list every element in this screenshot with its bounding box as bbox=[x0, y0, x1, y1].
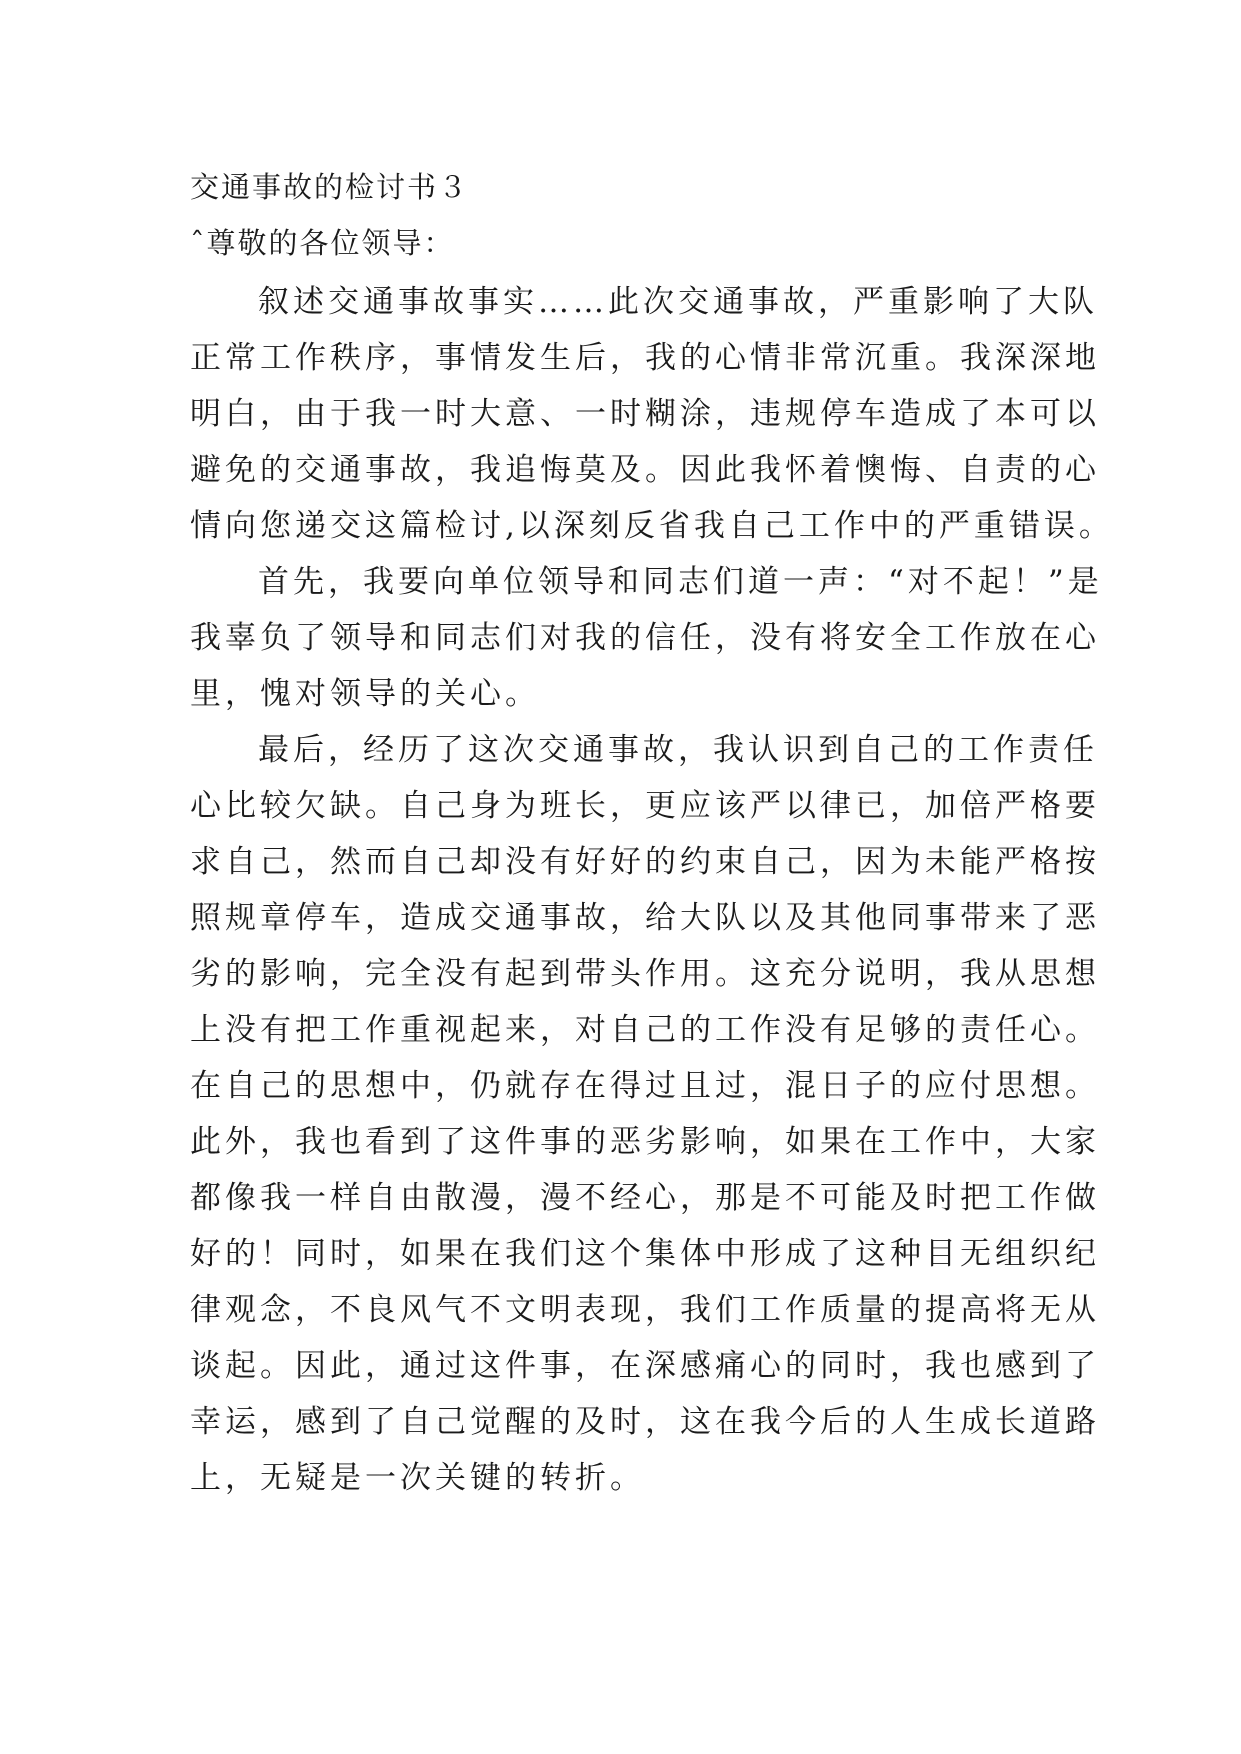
paragraph-3-line-3: 求自己，然而自己却没有好好的约束自己，因为未能严格按 bbox=[190, 844, 1100, 880]
paragraph-3-line-10: 好的！同时，如果在我们这个集体中形成了这种目无组织纪 bbox=[190, 1236, 1100, 1272]
paragraph-2-line-3: 里，愧对领导的关心。 bbox=[190, 676, 540, 712]
paragraph-3-line-13: 幸运，感到了自己觉醒的及时，这在我今后的人生成长道路 bbox=[190, 1404, 1100, 1440]
paragraph-1-line-1: 叙述交通事故事实……此次交通事故，严重影响了大队 bbox=[258, 284, 1098, 320]
paragraph-3-line-11: 律观念，不良风气不文明表现，我们工作质量的提高将无从 bbox=[190, 1292, 1100, 1328]
paragraph-3-line-12: 谈起。因此，通过这件事，在深感痛心的同时，我也感到了 bbox=[190, 1348, 1100, 1384]
paragraph-3-line-1: 最后，经历了这次交通事故，我认识到自己的工作责任 bbox=[258, 732, 1098, 768]
paragraph-2-line-1: 首先，我要向单位领导和同志们道一声：“对不起！”是 bbox=[258, 564, 1103, 600]
paragraph-2-line-2: 我辜负了领导和同志们对我的信任，没有将安全工作放在心 bbox=[190, 620, 1100, 656]
paragraph-3-line-14: 上，无疑是一次关键的转折。 bbox=[190, 1460, 645, 1496]
paragraph-1-line-2: 正常工作秩序，事情发生后，我的心情非常沉重。我深深地 bbox=[190, 340, 1100, 376]
paragraph-1-line-3: 明白，由于我一时大意、一时糊涂，违规停车造成了本可以 bbox=[190, 396, 1100, 432]
paragraph-3-line-8: 此外，我也看到了这件事的恶劣影响，如果在工作中，大家 bbox=[190, 1124, 1100, 1160]
paragraph-3-line-4: 照规章停车，造成交通事故，给大队以及其他同事带来了恶 bbox=[190, 900, 1100, 936]
paragraph-1-line-5: 情向您递交这篇检讨,以深刻反省我自己工作中的严重错误。 bbox=[190, 508, 1114, 544]
paragraph-3-line-6: 上没有把工作重视起来，对自己的工作没有足够的责任心。 bbox=[190, 1012, 1100, 1048]
salutation: ˆ尊敬的各位领导： bbox=[190, 226, 455, 260]
paragraph-3-line-5: 劣的影响，完全没有起到带头作用。这充分说明，我从思想 bbox=[190, 956, 1100, 992]
paragraph-1-line-4: 避免的交通事故，我追悔莫及。因此我怀着懊悔、自责的心 bbox=[190, 452, 1100, 488]
document-title: 交通事故的检讨书３ bbox=[190, 170, 470, 204]
paragraph-3-line-9: 都像我一样自由散漫，漫不经心，那是不可能及时把工作做 bbox=[190, 1180, 1100, 1216]
paragraph-3-line-7: 在自己的思想中，仍就存在得过且过，混日子的应付思想。 bbox=[190, 1068, 1100, 1104]
paragraph-3-line-2: 心比较欠缺。自己身为班长，更应该严以律已，加倍严格要 bbox=[190, 788, 1100, 824]
